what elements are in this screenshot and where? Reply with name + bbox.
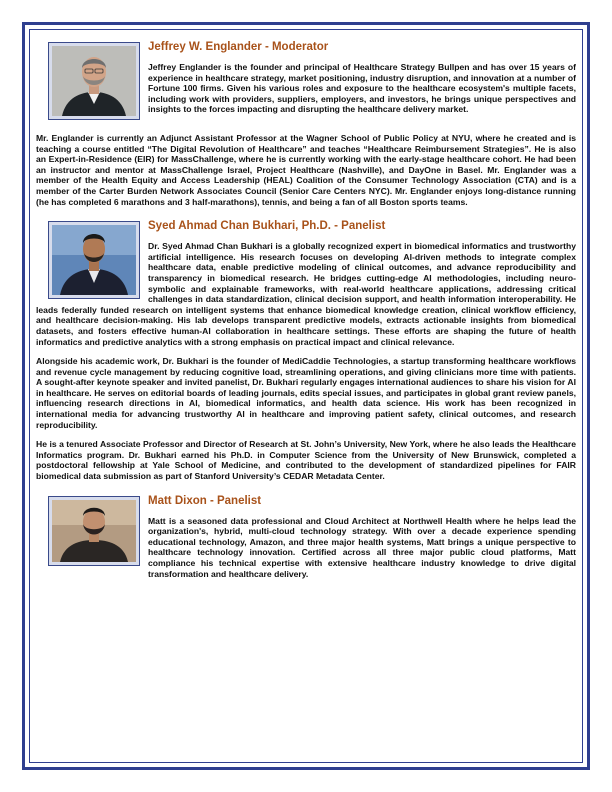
person-portrait-photo-icon: [52, 225, 136, 295]
bio-bukhari: [36, 219, 576, 347]
panelist-name: Syed Ahmad Chan Bukhari, Ph.D. - Panelist: [148, 220, 386, 233]
bio-paragraph: Jeffrey Englander is the founder and principal of Healthcare Strategy Bullpen and has over 15 years of experience in healthcare strategy, market positioning, industry disruption, and innovation at a number of Fortune 100 firms. Given his various roles and exposure to the healthcare ecosystem's multiple facets, including work with providers, suppliers, employers, and investors, he brings unique perspectives and insights to the forces impacting and disrupting the healthcare delivery market.: [148, 62, 576, 115]
photo-frame: [48, 221, 140, 299]
panelist-name: Matt Dixon - Panelist: [148, 494, 262, 507]
bio-paragraph: Alongside his academic work, Dr. Bukhari is the founder of MediCaddie Technologies, a startup transforming healthcare workflows and revenue cycle management by reducing cognitive load, streamlining operations, and giving clinicians more time with patients. A sought-after keynote speaker and invited panelist, Dr. Bukhari regularly engages international audiences to share his vision for AI in healthcare. He serves on editorial boards of leading journals, edits special issues, and participates in global grant review panels, influencing research directions in AI, biomedical informatics, and health data science. His work has been recognized in international media for advancing trustworthy AI in healthcare and improving patient safety, clinical outcomes, and research reproducibility.: [36, 356, 576, 430]
person-portrait-photo-icon: [52, 46, 136, 116]
photo-frame: [48, 496, 140, 566]
bio-dixon: [36, 494, 576, 580]
bio-paragraph: Matt is a seasoned data professional and Cloud Architect at Northwell Health where he helps lead the organization's, hybrid, multi-cloud technology strategy. With over a decade experience spending educational technology, Amazon, and three major health systems, Matt brings a unique perspective to healthcare technology innovation. Certified across all three major public cloud platforms, Matt compliance his technical expertise with extensive healthcare industry knowledge to drive digital transformation and healthcare delivery.: [148, 515, 576, 579]
bio-paragraph: He is a tenured Associate Professor and Director of Research at St. John’s University, New York, where he also leads the Healthcare Informatics program. Dr. Bukhari earned his Ph.D. in Computer Science from the University of New Brunswick, completed a postdoctoral fellowship at Yale School of Medicine, and contributed to the development of standardized pipelines for FAIR biomedical data submission as part of Stanford University’s CEDAR Metadata Center.: [36, 439, 576, 482]
photo-frame: [48, 42, 140, 120]
bio-paragraph: Dr. Syed Ahmad Chan Bukhari is a globally recognized expert in biomedical informatics and trustworthy artificial intelligence. His research focuses on developing AI-driven methods to integrate complex healthcare data, enable predictive modeling of clinical outcomes, and advance reproducibility and transparency in biomedical research. He bridges cutting-edge AI methodologies, including neuro-symbolic and explainable frameworks, with real-world healthcare applications, addressing critical challenges in data standardization, clinical decision support, and health information interoperability. He leads federally funded research on intelligent systems that enhance biomedical knowledge creation, clinical workflow efficiency, and healthcare decision-making. His lab develops transparent predictive models, extracts actionable insights from biomedical datasets, and fosters effective human-AI collaboration in healthcare settings. These efforts are shaping the future of health informatics and predictive analytics with a strong emphasis on practical impact and clinical relevance.: [36, 241, 576, 347]
person-portrait-photo-icon: [52, 500, 136, 562]
panelist-bios: [36, 40, 576, 579]
panelist-name: Jeffrey W. Englander - Moderator: [148, 41, 329, 53]
bio-paragraph: Mr. Englander is currently an Adjunct Assistant Professor at the Wagner School of Public Policy at NYU, where he created and is teaching a course entitled “The Digital Revolution of Healthcare” and teaches “Healthcare Reimbursement Strategies”. He is also an Expert-in-Residence (EIR) for MassChallenge, where he is currently working with the early-stage healthcare cohort. He had been an instructor and mentor at MassChallenge Israel, Project Healthcare (Nashville), and DayOne in Basel. Mr. Englander was a member of the Health Equity and Access Leadership (HEAL) Coalition of the Consumer Technology Association (CTA) and is a member of the Carter Burden Network Associates Council (Senior Care Centers NYC). Mr. Englander enjoys long-distance running (he has completed 6 marathons and 3 half-marathons), tennis, and being a fan of all Boston sports teams.: [36, 133, 576, 207]
bio-englander: [36, 40, 576, 124]
